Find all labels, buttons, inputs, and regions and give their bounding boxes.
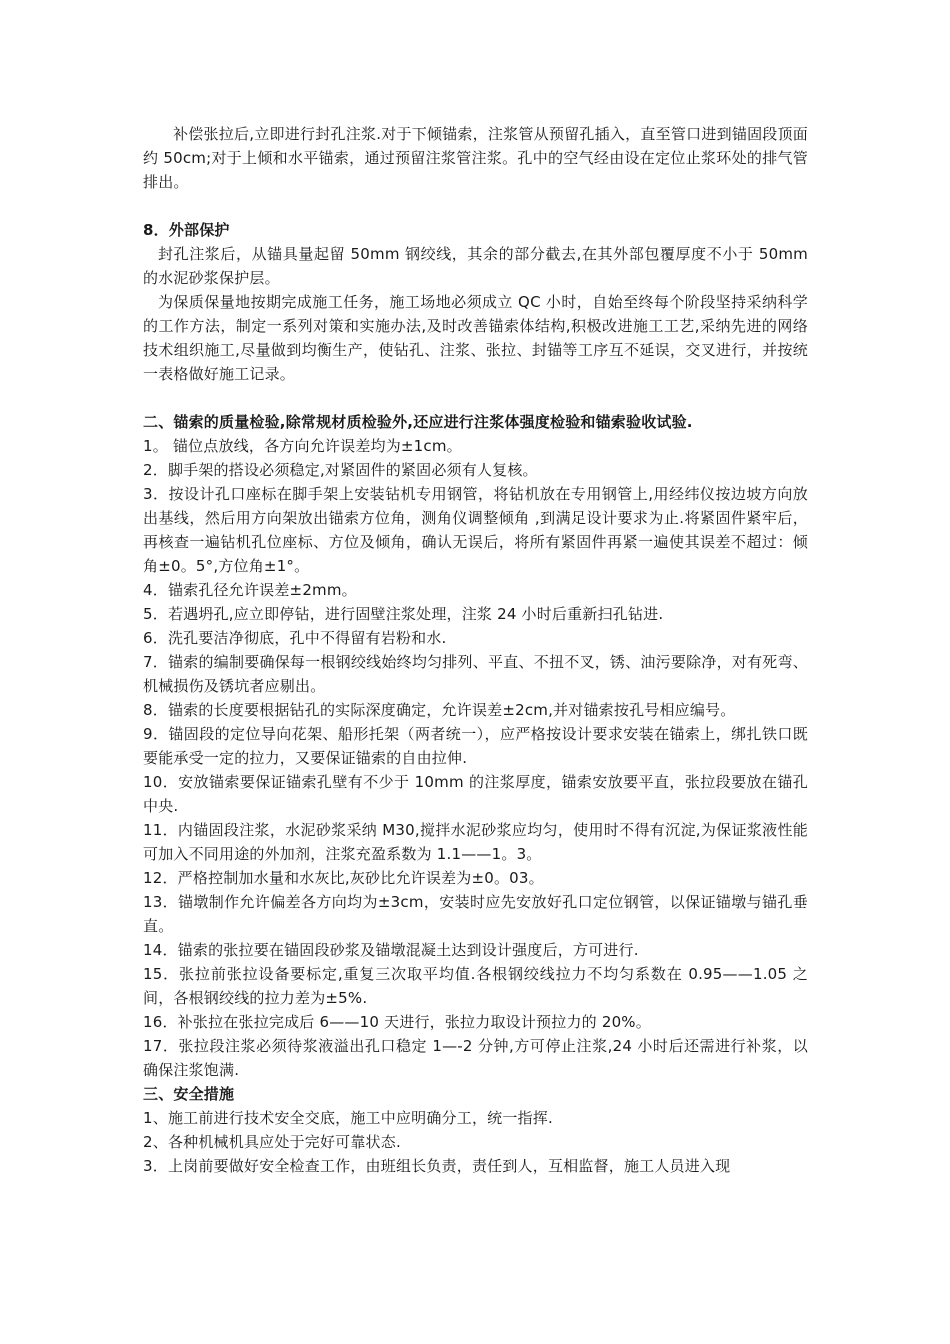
list-item: 2、各种机械机具应处于完好可靠状态. — [143, 1133, 401, 1151]
list-item: 11．内锚固段注浆，水泥砂浆采纳 M30,搅拌水泥砂浆应均匀，使用时不得有沉淀,为保证浆液性能可加入不同用途的外加剂，注浆充盈系数为 1.1——1。3。 — [143, 821, 808, 863]
document-page — [143, 122, 808, 1178]
list-item: 7．锚索的编制要确保每一根钢绞线始终均匀排列、平直、不扭不叉，锈、油污要除净，对有死弯、机械损伤及锈坑者应剔出。 — [143, 653, 808, 695]
list-item: 15．张拉前张拉设备要标定,重复三次取平均值.各根钢绞线拉力不均匀系数在 0.95——1.05 之间，各根钢绞线的拉力差为±5%. — [143, 965, 808, 1007]
paragraph-gap — [143, 386, 808, 410]
list-item: 9．锚固段的定位导向花架、船形托架（两者统一），应严格按设计要求安装在锚索上，绑扎铁口既要能承受一定的拉力，又要保证锚索的自由拉伸. — [143, 725, 808, 767]
list-item: 2．脚手架的搭设必须稳定,对紧固件的紧固必须有人复核。 — [143, 461, 538, 479]
list-item: 1。 锚位点放线，各方向允许误差均为±1cm。 — [143, 437, 462, 455]
list-item: 3．上岗前要做好安全检查工作，由班组长负责，责任到人，互相监督，施工人员进入现 — [143, 1157, 731, 1175]
list-item: 17．张拉段注浆必须待浆液溢出孔口稳定 1—-2 分钟,方可停止注浆,24 小时后还需进行补浆，以确保注浆饱满. — [143, 1037, 808, 1079]
list-item: 14．锚索的张拉要在锚固段砂浆及锚墩混凝土达到设计强度后，方可进行. — [143, 941, 639, 959]
list-item: 8．锚索的长度要根据钻孔的实际深度确定，允许误差±2cm,并对锚索按孔号相应编号。 — [143, 701, 736, 719]
list-item: 3．按设计孔口座标在脚手架上安装钻机专用钢管，将钻机放在专用钢管上,用经纬仪按边坡方向放出基线，然后用方向架放出锚索方位角，测角仪调整倾角 ,到满足设计要求为止.将紧固件紧牢后，再核查一遍钻机孔位座标、方位及倾角，确认无误后，将所有紧固件再紧一遍使其误差不超过：倾角±0。5°,方位角±1°。 — [143, 485, 808, 575]
list-item: 6．洗孔要洁净彻底，孔中不得留有岩粉和水. — [143, 629, 447, 647]
list-item: 1、施工前进行技术安全交底，施工中应明确分工，统一指挥. — [143, 1109, 553, 1127]
list-item: 4．锚索孔径允许误差±2mm。 — [143, 581, 357, 599]
list-item: 12．严格控制加水量和水灰比,灰砂比允许误差为±0。03。 — [143, 869, 544, 887]
section-8-paragraph-2: 为保质保量地按期完成施工任务，施工场地必须成立 QC 小时，自始至终每个阶段坚持采纳科学的工作方法，制定一系列对策和实施办法,及时改善锚索体结构,积极改进施工工艺,采纳先进的网络技术组织施工,尽量做到均衡生产，使钻孔、注浆、张拉、封锚等工序互不延误，交叉进行，并按统一表格做好施工记录。 — [143, 293, 808, 383]
intro-paragraph: 补偿张拉后,立即进行封孔注浆.对于下倾锚索，注浆管从预留孔插入，直至管口进到锚固段顶面约 50cm;对于上倾和水平锚索，通过预留注浆管注浆。孔中的空气经由设在定位止浆环处的排气管排出。 — [143, 125, 808, 191]
section-8-heading: 8．外部保护 — [143, 221, 230, 239]
list-item: 16．补张拉在张拉完成后 6——10 天进行，张拉力取设计预拉力的 20%。 — [143, 1013, 651, 1031]
list-item: 10．安放锚索要保证锚索孔壁有不少于 10mm 的注浆厚度，锚索安放要平直，张拉段要放在锚孔中央. — [143, 773, 808, 815]
paragraph-gap — [143, 194, 808, 218]
section-8-paragraph-1: 封孔注浆后，从锚具量起留 50mm 钢绞线，其余的部分截去,在其外部包覆厚度不小于 50mm 的水泥砂浆保护层。 — [143, 245, 808, 287]
list-item: 13．锚墩制作允许偏差各方向均为±3cm，安装时应先安放好孔口定位钢管，以保证锚墩与锚孔垂直。 — [143, 893, 808, 935]
section-3-heading: 三、安全措施 — [143, 1085, 235, 1103]
list-item: 5．若遇坍孔,应立即停钻，进行固壁注浆处理，注浆 24 小时后重新扫孔钻进. — [143, 605, 664, 623]
section-2-heading: 二、锚索的质量检验,除常规材质检验外,还应进行注浆体强度检验和锚索验收试验. — [143, 413, 693, 431]
